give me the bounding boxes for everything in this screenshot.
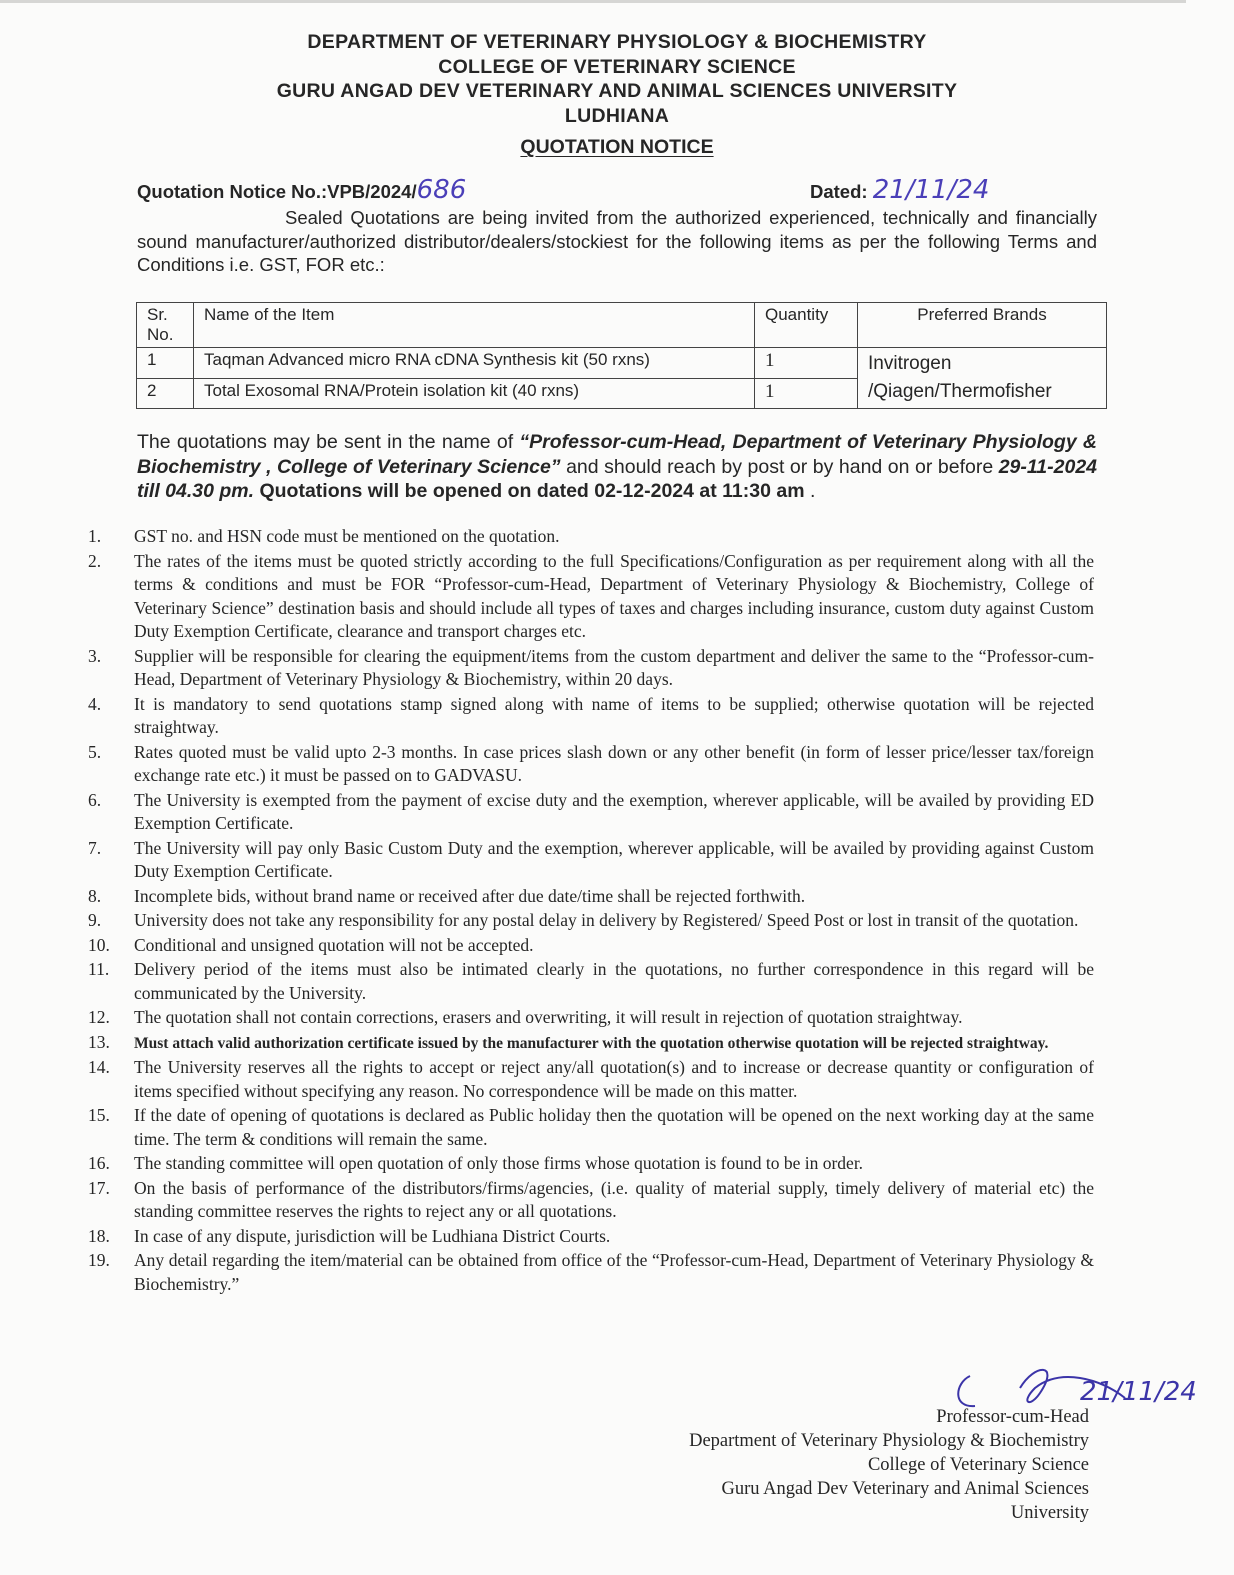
term-item [88, 885, 1094, 909]
scan-edge [0, 0, 1186, 3]
signatory-department: Department of Veterinary Physiology & Biochemistry [689, 1431, 1089, 1451]
term-number: 8. [88, 885, 102, 906]
term-number: 4. [88, 693, 102, 714]
signature-block [689, 1405, 1089, 1525]
term-number: 12. [88, 1007, 110, 1027]
row-sr: 1 [137, 348, 194, 379]
term-item [88, 645, 1094, 692]
opening-date: Quotations will be opened on dated 02-12-2024 at 11:30 am [254, 480, 805, 502]
term-item [88, 1031, 1094, 1056]
term-text: Any detail regarding the item/material can be obtained from office of the “Professor-cum-Head, Department of Veterinary Physiology & Biochemistry.” [134, 1250, 1094, 1294]
term-item [88, 550, 1094, 644]
brand-line-1: Invitrogen [868, 353, 952, 374]
term-item [88, 1249, 1094, 1296]
term-item [88, 1104, 1094, 1151]
term-number: 18. [88, 1225, 110, 1246]
term-text: If the date of opening of quotations is declared as Public holiday then the quotation will be opened on the next working day at the same time. The term & conditions will remain the same. [134, 1105, 1094, 1149]
term-text: On the basis of performance of the distributors/firms/agencies, (i.e. quality of material supply, timely delivery of material etc) the standing committee reserves the rights to reject any or all quotations. [134, 1177, 1094, 1221]
university-name: GURU ANGAD DEV VETERINARY AND ANIMAL SCIENCES UNIVERSITY [276, 80, 958, 102]
term-number: 13. [88, 1031, 110, 1052]
term-number: 7. [88, 837, 102, 858]
term-number: 11. [88, 959, 110, 979]
items-table [136, 302, 1107, 409]
term-text: Supplier will be responsible for clearing the equipment/items from the custom department and deliver the same to the “Professor-cum-Head, Department of Veterinary Physiology & Biochemistry, within 20 days. [134, 645, 1094, 689]
term-number: 10. [88, 934, 110, 955]
dated-handwritten: 21/11/24 [872, 175, 990, 205]
dated-label: Dated: [810, 181, 868, 202]
term-number: 19. [88, 1250, 110, 1270]
term-text: The standing committee will open quotation of only those firms whose quotation is found to be in order. [134, 1153, 864, 1173]
term-number: 6. [88, 789, 102, 810]
header-quantity: Quantity [755, 303, 858, 348]
term-number: 17. [88, 1177, 110, 1198]
term-item [88, 909, 1094, 933]
addressee: “Professor-cum-Head, Department of Veterinary Physiology & Biochemistry , College of Veterinary Science” [137, 431, 1097, 478]
row-sr: 2 [137, 378, 194, 409]
notice-number-label: Quotation Notice No.:VPB/2024/ [137, 181, 417, 202]
city-name: LUDHIANA [564, 104, 670, 127]
notice-number-handwritten: 686 [416, 175, 467, 205]
submission-paragraph: The quotations may be sent in the name of “Professor-cum-Head, Department of Veterinary Physiology & Biochemistry , College of Veterinary Science” and should reach by post or by hand on or before 29-11-2024 till 04.30 pm. Quotations will be opened on dated 02-12-2024 at 11:30 am . [137, 431, 1098, 502]
term-text: The quotation shall not contain corrections, erasers and overwriting, it will result in rejection of quotation straightway. [134, 1007, 963, 1027]
term-item [88, 837, 1094, 884]
term-number: 3. [88, 645, 102, 666]
header-preferred-brands: Preferred Brands [858, 303, 1107, 348]
term-number: 16. [88, 1153, 110, 1173]
term-number: 15. [88, 1105, 110, 1125]
intro-paragraph: Sealed Quotations are being invited from the authorized experienced, technically and financially sound manufacturer/authorized distributor/dealers/stockiest for the following items as per the following Terms and Conditions i.e. GST, FOR etc.: [137, 207, 1097, 275]
term-text: Delivery period of the items must also be intimated clearly in the quotations, no further correspondence in this regard will be communicated by the University. [134, 959, 1094, 1003]
term-text: The University reserves all the rights to accept or reject any/all quotation(s) and to increase or decrease quantity or configuration of items specified without specifying any reason. No correspondence will be made on this matter. [134, 1057, 1094, 1101]
term-item [88, 958, 1094, 1005]
terms-list [88, 525, 1094, 1297]
signatory-college: College of Veterinary Science [867, 1455, 1089, 1475]
deadline: 29-11-2024 till 04.30 pm. [137, 455, 1098, 502]
term-item [88, 1006, 1094, 1030]
term-number: 9. [88, 910, 102, 930]
signatory-university-cont: University [1010, 1503, 1089, 1523]
term-text: University does not take any responsibility for any postal delay in delivery by Registered/ Speed Post or lost in transit of the quotation. [134, 910, 1079, 930]
term-text: It is mandatory to send quotations stamp signed along with name of items to be supplied; otherwise quotation will be rejected straightway. [134, 693, 1094, 737]
row-item-name: Taqman Advanced micro RNA cDNA Synthesis kit (50 rxns) [194, 348, 755, 379]
term-item [88, 525, 1094, 549]
term-text: The University is exempted from the payment of excise duty and the exemption, wherever applicable, will be availed by providing ED Exemption Certificate. [134, 789, 1094, 833]
term-item [88, 741, 1094, 788]
term-text: Must attach valid authorization certificate issued by the manufacturer with the quotation otherwise quotation will be rejected straightway. [134, 1034, 1049, 1052]
header-item-name: Name of the Item [194, 303, 755, 348]
signature-date: 21/11/24 [1080, 1377, 1197, 1407]
notice-number [137, 175, 466, 205]
header-sr-no: Sr. No. [137, 303, 194, 348]
term-item [88, 1225, 1094, 1249]
letterhead [0, 30, 1234, 128]
table-row [137, 348, 1107, 379]
row-quantity: 1 [755, 348, 858, 379]
term-text: Conditional and unsigned quotation will not be accepted. [134, 934, 534, 955]
notice-title: QUOTATION NOTICE [520, 136, 714, 158]
term-item [88, 789, 1094, 836]
term-item [88, 1177, 1094, 1224]
term-item [88, 1152, 1094, 1176]
row-item-name: Total Exosomal RNA/Protein isolation kit (40 rxns) [194, 378, 755, 409]
term-number: 2. [88, 550, 102, 571]
college-name: COLLEGE OF VETERINARY SCIENCE [438, 55, 796, 78]
term-item [88, 693, 1094, 740]
signatory-title: Professor-cum-Head [936, 1407, 1089, 1427]
term-text: The University will pay only Basic Custom Duty and the exemption, wherever applicable, will be availed by providing against Custom Duty Exemption Certificate. [134, 837, 1094, 881]
term-item [88, 1056, 1094, 1103]
term-text: GST no. and HSN code must be mentioned on the quotation. [134, 526, 560, 546]
term-text: Incomplete bids, without brand name or received after due date/time shall be rejected forthwith. [134, 885, 806, 906]
brand-line-2: /Qiagen/Thermofisher [868, 381, 1052, 402]
table-header-row [137, 303, 1107, 348]
term-text: Rates quoted must be valid upto 2-3 months. In case prices slash down or any other benefit (in form of lesser price/lesser tax/foreign exchange rate etc.) it must be passed on to GADVASU. [134, 741, 1094, 785]
term-item [88, 934, 1094, 958]
notice-date [810, 175, 989, 205]
term-text: In case of any dispute, jurisdiction will be Ludhiana District Courts. [134, 1225, 611, 1246]
term-number: 5. [88, 741, 102, 762]
term-text: The rates of the items must be quoted strictly according to the full Specifications/Configuration as per requirement along with all the terms & conditions and must be FOR “Professor-cum-Head, Department of Veterinary Physiology & Biochemistry, College of Veterinary Science” destination basis and should include all types of taxes and charges including insurance, custom duty against Custom Duty Exemption Certificate, clearance and transport charges etc. [134, 550, 1094, 641]
preferred-brands-cell [858, 348, 1107, 409]
signatory-university: Guru Angad Dev Veterinary and Animal Sciences [721, 1479, 1089, 1499]
row-quantity: 1 [755, 378, 858, 409]
term-number: 14. [88, 1057, 110, 1077]
term-number: 1. [88, 526, 102, 546]
department-name: DEPARTMENT OF VETERINARY PHYSIOLOGY & BIOCHEMISTRY [307, 31, 927, 53]
